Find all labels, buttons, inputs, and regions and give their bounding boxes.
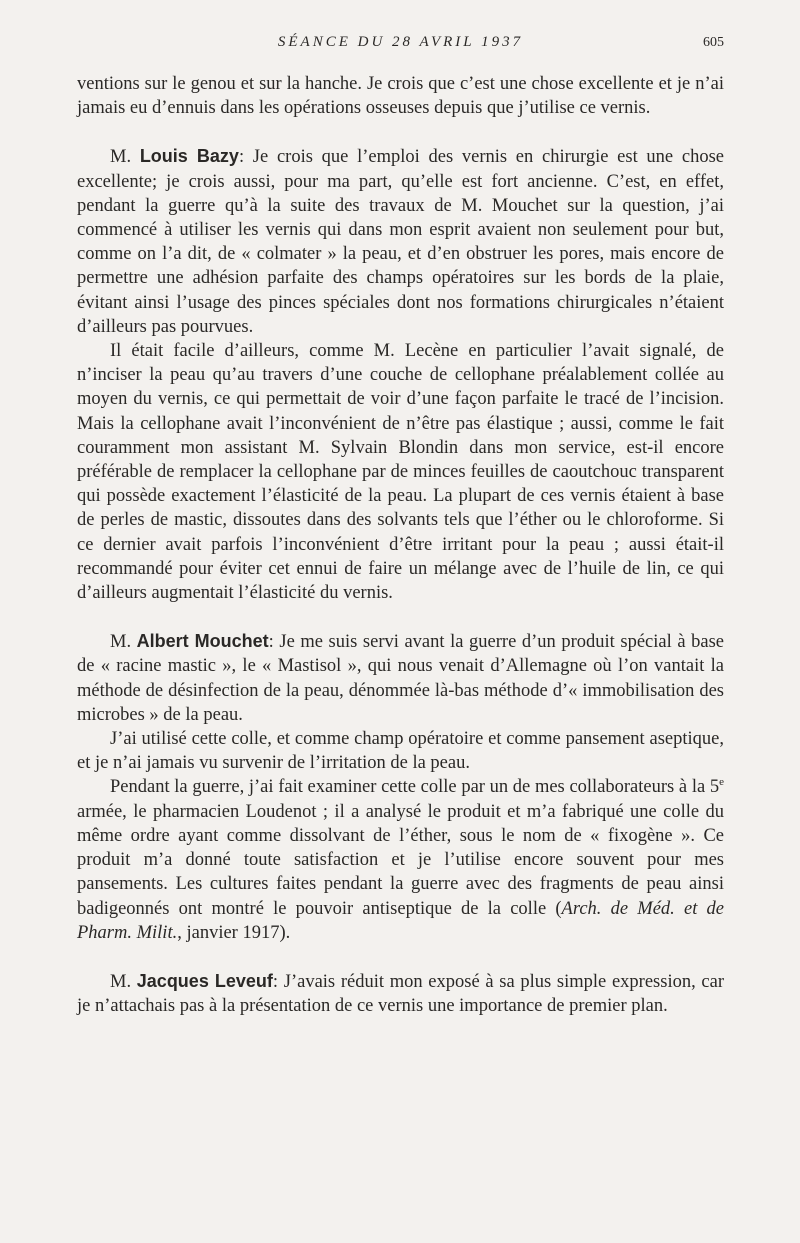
speaker-name-jacques-leveuf: Jacques Leveuf — [136, 970, 273, 991]
speaker-title: M. — [110, 971, 132, 992]
paragraph-jacques-leveuf — [77, 969, 724, 1018]
speaker-text-albert-mouchet: : Je me suis servi avant la guerre d’un produit spécial à base de « racine mastic », le « Mastisol », qui nous venait d’Allemagne où l’on vantait la méthode de désinfection de la peau, dénommée là-bas méthode d’« immobilisation des microbes » de la peau. — [77, 632, 725, 725]
speaker-title: M. — [110, 632, 132, 653]
paragraph-continued: ventions sur le genou et sur la hanche. Je crois que c’est une chose excellente et je n’ai jamais eu d’ennuis dans les opérations osseuses depuis que j’utilise ce vernis. — [77, 74, 724, 119]
text-segment: Pendant la guerre, j’ai fait examiner cette colle par un de mes collaborateurs à la 5 — [110, 777, 720, 798]
citation-reference: Arch. de Méd. et de Pharm. Milit. — [77, 898, 724, 943]
speaker-name-louis-bazy: Louis Bazy — [139, 146, 239, 167]
speaker-text-louis-bazy: : Je crois que l’emploi des vernis en chirurgie est une chose excellente; je crois aussi, pour ma part, qu’elle est fort ancienne. C’est, en effet, pendant la guerre qu’à la suite des travaux de M. Mouchet sur la question, j’ai commencé à utiliser les vernis qui dans mon esprit avaient non seulement pour but, comme on l’a dit, de « colmater » la peau, et d’en obstruer les pores, mais encore de permettre une adhésion parfaite des champs opératoires sur les bords de la plaie, évitant ainsi l’usage des pinces spéciales dont nos formations chirurgicales n’étaient d’ailleurs pas pourvues. — [77, 147, 724, 337]
running-title: SÉANCE DU 28 AVRIL 1937 — [277, 34, 524, 50]
paragraph-colle-usage: J’ai utilisé cette colle, et comme champ opératoire et comme pansement aseptique, et je n’ai jamais vu survenir de l’irritation de la peau. — [77, 729, 724, 774]
page-number: 605 — [703, 35, 724, 50]
paragraph-guerre — [77, 775, 724, 944]
superscript: e — [719, 776, 724, 789]
paragraph-louis-bazy — [77, 144, 724, 339]
paragraph-lecene: Il était facile d’ailleurs, comme M. Lecène en particulier l’avait signalé, de n’inciser la peau qu’au travers d’une couche de cellophane préalablement collée au moyen du vernis, ce qui permettait de voir d’une façon parfaite le tracé de l’incision. Mais la cellophane avait l’inconvénient de n’être pas élastique ; aussi, comme le fait couramment mon assistant M. Sylvain Blondin dans mon service, est-il encore préférable de remplacer la cellophane par de minces feuilles de caoutchouc transparent qui possède exactement l’élasticité de la peau. La plupart de ces vernis étaient à base de perles de mastic, dissoutes dans des solvants tels que l’éther ou le chloroforme. Si ce dernier avait parfois l’inconvénient d’être irritant pour la peau ; aussi était-il recommandé pour éviter cet ennui de faire un mélange avec de l’huile de lin, ce qui d’ailleurs augmentait l’élasticité du vernis. — [77, 341, 724, 604]
speaker-name-albert-mouchet: Albert Mouchet — [136, 631, 269, 652]
text-segment: armée, le pharmacien Loudenot ; il a analysé le produit et m’a fabriqué une colle du même ordre ayant comme dissolvant de l’éther, sous le nom de « fixogène ». Ce produit m’a donné toute satisfaction et je l’utilise encore souvent pour mes pansements. Les cultures faites pendant la guerre avec des fragments de peau ainsi badigeonnés ont montré le pouvoir antiseptique de la colle ( — [77, 801, 724, 919]
body-text — [77, 72, 724, 1018]
speaker-title: M. — [110, 147, 132, 168]
paragraph-albert-mouchet — [77, 629, 724, 727]
text-segment: , janvier 1917). — [177, 922, 291, 943]
running-header — [77, 0, 724, 64]
speaker-text-jacques-leveuf: : J’avais réduit mon exposé à sa plus simple expression, car je n’attachais pas à la présentation de ce vernis une importance de premier plan. — [77, 971, 724, 1017]
